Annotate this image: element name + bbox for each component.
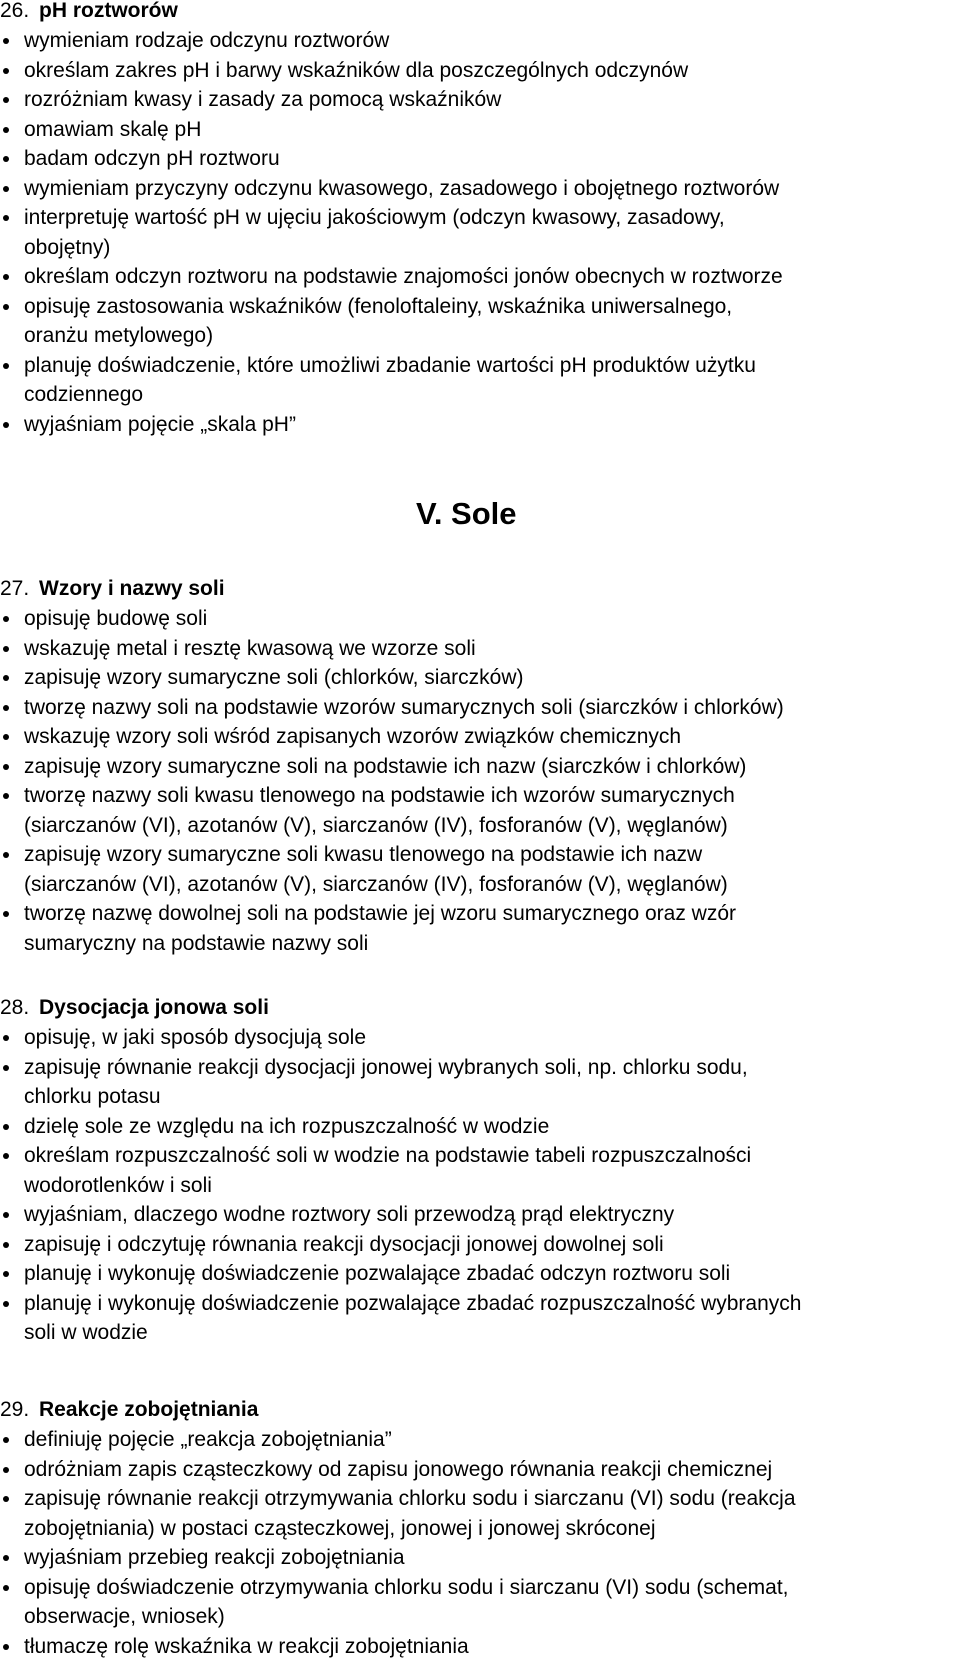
list-item bbox=[0, 1112, 960, 1142]
list-item bbox=[0, 115, 960, 145]
list-item-text: określam odczyn roztworu na podstawie znajomości jonów obecnych w roztworze bbox=[24, 265, 783, 288]
list-item-text: zobojętniania) w postaci cząsteczkowej, jonowej i jonowej skróconej bbox=[24, 1516, 656, 1540]
list-item-text: opisuję, w jaki sposób dysocjują sole bbox=[24, 1026, 367, 1049]
list-item bbox=[0, 56, 960, 86]
list-item bbox=[0, 1455, 960, 1485]
section-number: 29. bbox=[0, 1398, 30, 1421]
list-item bbox=[0, 1141, 960, 1200]
list-item bbox=[0, 781, 960, 840]
list-item bbox=[0, 26, 960, 56]
list-item-text: rozróżniam kwasy i zasady za pomocą wskaźników bbox=[24, 88, 502, 111]
bullet-list bbox=[0, 26, 960, 439]
list-item bbox=[0, 604, 960, 634]
list-item-text: zapisuję wzory sumaryczne soli na podstawie ich nazw (siarczków i chlorków) bbox=[24, 754, 747, 778]
list-item-text: wodorotlenków i soli bbox=[24, 1173, 212, 1197]
list-item-text: wskazuję wzory soli wśród zapisanych wzorów związków chemicznych bbox=[24, 725, 682, 748]
list-item bbox=[0, 1230, 960, 1260]
list-item-text: określam rozpuszczalność soli w wodzie na podstawie tabeli rozpuszczalności bbox=[24, 1144, 752, 1167]
list-item bbox=[0, 1200, 960, 1230]
list-item bbox=[0, 1289, 960, 1348]
list-item-text: zapisuję równanie reakcji dysocjacji jonowej wybranych soli, np. chlorku sodu, bbox=[24, 1055, 748, 1079]
list-item bbox=[0, 410, 960, 440]
list-item-text: definiuję pojęcie „reakcja zobojętniania” bbox=[24, 1428, 392, 1451]
list-item bbox=[0, 292, 960, 351]
section-heading bbox=[0, 1394, 960, 1425]
list-item bbox=[0, 634, 960, 664]
list-item-text: planuję i wykonuję doświadczenie pozwalające zbadać rozpuszczalność wybranych bbox=[24, 1291, 802, 1315]
list-item-text: obserwacje, wniosek) bbox=[24, 1605, 225, 1628]
list-item-text: tworzę nazwy soli na podstawie wzorów sumarycznych soli (siarczków i chlorków) bbox=[24, 695, 784, 719]
list-item-text: (siarczanów (VI), azotanów (V), siarczanów (IV), fosforanów (V), węglanów) bbox=[24, 813, 728, 837]
list-item-text: soli w wodzie bbox=[24, 1321, 148, 1344]
list-item-text: tworzę nazwę dowolnej soli na podstawie jej wzoru sumarycznego oraz wzór bbox=[24, 902, 737, 925]
chapter-heading: V. Sole bbox=[416, 496, 517, 531]
list-item-text: wyjaśniam, dlaczego wodne roztwory soli przewodzą prąd elektryczny bbox=[24, 1203, 675, 1226]
list-item-text: wymieniam przyczyny odczynu kwasowego, zasadowego i obojętnego roztworów bbox=[24, 176, 780, 200]
list-item-text: tłumaczę rolę wskaźnika w reakcji zobojętniania bbox=[24, 1634, 469, 1658]
list-item-text: oranżu metylowego) bbox=[24, 324, 214, 347]
list-item-text: obojętny) bbox=[24, 235, 111, 259]
list-item bbox=[0, 1484, 960, 1543]
list-item bbox=[0, 262, 960, 292]
list-item bbox=[0, 1023, 960, 1053]
list-item-text: badam odczyn pH roztworu bbox=[24, 147, 280, 170]
section-heading bbox=[0, 0, 960, 26]
list-item-text: odróżniam zapis cząsteczkowy od zapisu jonowego równania reakcji chemicznej bbox=[24, 1457, 773, 1481]
list-item bbox=[0, 840, 960, 899]
list-item-text: chlorku potasu bbox=[24, 1085, 161, 1108]
list-item bbox=[0, 693, 960, 723]
list-item bbox=[0, 663, 960, 693]
list-item-text: zapisuję i odczytuję równania reakcji dysocjacji jonowej dowolnej soli bbox=[24, 1232, 664, 1256]
list-item-text: interpretuję wartość pH w ujęciu jakościowym (odczyn kwasowy, zasadowy, bbox=[24, 206, 725, 229]
list-item bbox=[0, 1425, 960, 1455]
section-heading bbox=[0, 573, 960, 604]
list-item-text: (siarczanów (VI), azotanów (V), siarczanów (IV), fosforanów (V), węglanów) bbox=[24, 872, 728, 896]
list-item bbox=[0, 1053, 960, 1112]
list-item bbox=[0, 351, 960, 410]
bullet-list bbox=[0, 604, 960, 958]
section-28 bbox=[0, 992, 960, 1348]
list-item bbox=[0, 1632, 960, 1662]
list-item-text: opisuję doświadczenie otrzymywania chlorku sodu i siarczanu (VI) sodu (schemat, bbox=[24, 1575, 789, 1599]
list-item bbox=[0, 752, 960, 782]
section-27 bbox=[0, 573, 960, 958]
bullet-list bbox=[0, 1425, 960, 1661]
list-item-text: dzielę sole ze względu na ich rozpuszczalność w wodzie bbox=[24, 1114, 550, 1138]
section-29 bbox=[0, 1394, 960, 1661]
list-item-text: określam zakres pH i barwy wskaźników dla poszczególnych odczynów bbox=[24, 58, 689, 82]
section-title: Dysocjacja jonowa soli bbox=[39, 996, 269, 1019]
list-item bbox=[0, 899, 960, 958]
list-item-text: zapisuję wzory sumaryczne soli kwasu tlenowego na podstawie ich nazw bbox=[24, 843, 703, 866]
section-number: 26. bbox=[0, 0, 30, 22]
list-item-text: planuję i wykonuję doświadczenie pozwalające zbadać odczyn roztworu soli bbox=[24, 1262, 731, 1285]
section-number: 28. bbox=[0, 996, 30, 1019]
list-item-text: tworzę nazwy soli kwasu tlenowego na podstawie ich wzorów sumarycznych bbox=[24, 784, 735, 807]
list-item bbox=[0, 1259, 960, 1289]
list-item-text: wyjaśniam przebieg reakcji zobojętniania bbox=[24, 1546, 405, 1569]
list-item-text: opisuję budowę soli bbox=[24, 607, 208, 630]
list-item-text: codziennego bbox=[24, 383, 144, 406]
list-item bbox=[0, 174, 960, 204]
section-26 bbox=[0, 0, 960, 439]
list-item bbox=[0, 1543, 960, 1573]
list-item bbox=[0, 1573, 960, 1632]
list-item-text: wymieniam rodzaje odczynu roztworów bbox=[24, 29, 390, 52]
list-item-text: wyjaśniam pojęcie „skala pH” bbox=[24, 412, 296, 436]
section-number: 27. bbox=[0, 577, 30, 600]
list-item-text: zapisuję równanie reakcji otrzymywania chlorku sodu i siarczanu (VI) sodu (reakcja bbox=[24, 1487, 796, 1510]
list-item-text: omawiam skalę pH bbox=[24, 117, 202, 141]
list-item bbox=[0, 144, 960, 174]
list-item-text: sumaryczny na podstawie nazwy soli bbox=[24, 931, 369, 955]
list-item-text: wskazuję metal i resztę kwasową we wzorze soli bbox=[24, 636, 476, 660]
section-title: Reakcje zobojętniania bbox=[39, 1398, 259, 1421]
list-item bbox=[0, 722, 960, 752]
section-heading bbox=[0, 992, 960, 1023]
section-title: pH roztworów bbox=[39, 0, 178, 22]
list-item bbox=[0, 85, 960, 115]
list-item-text: zapisuję wzory sumaryczne soli (chlorków, siarczków) bbox=[24, 666, 524, 689]
bullet-list bbox=[0, 1023, 960, 1348]
list-item bbox=[0, 203, 960, 262]
list-item-text: planuję doświadczenie, które umożliwi zbadanie wartości pH produktów użytku bbox=[24, 353, 756, 377]
list-item-text: opisuję zastosowania wskaźników (fenoloftaleiny, wskaźnika uniwersalnego, bbox=[24, 294, 733, 318]
section-title: Wzory i nazwy soli bbox=[39, 577, 225, 600]
